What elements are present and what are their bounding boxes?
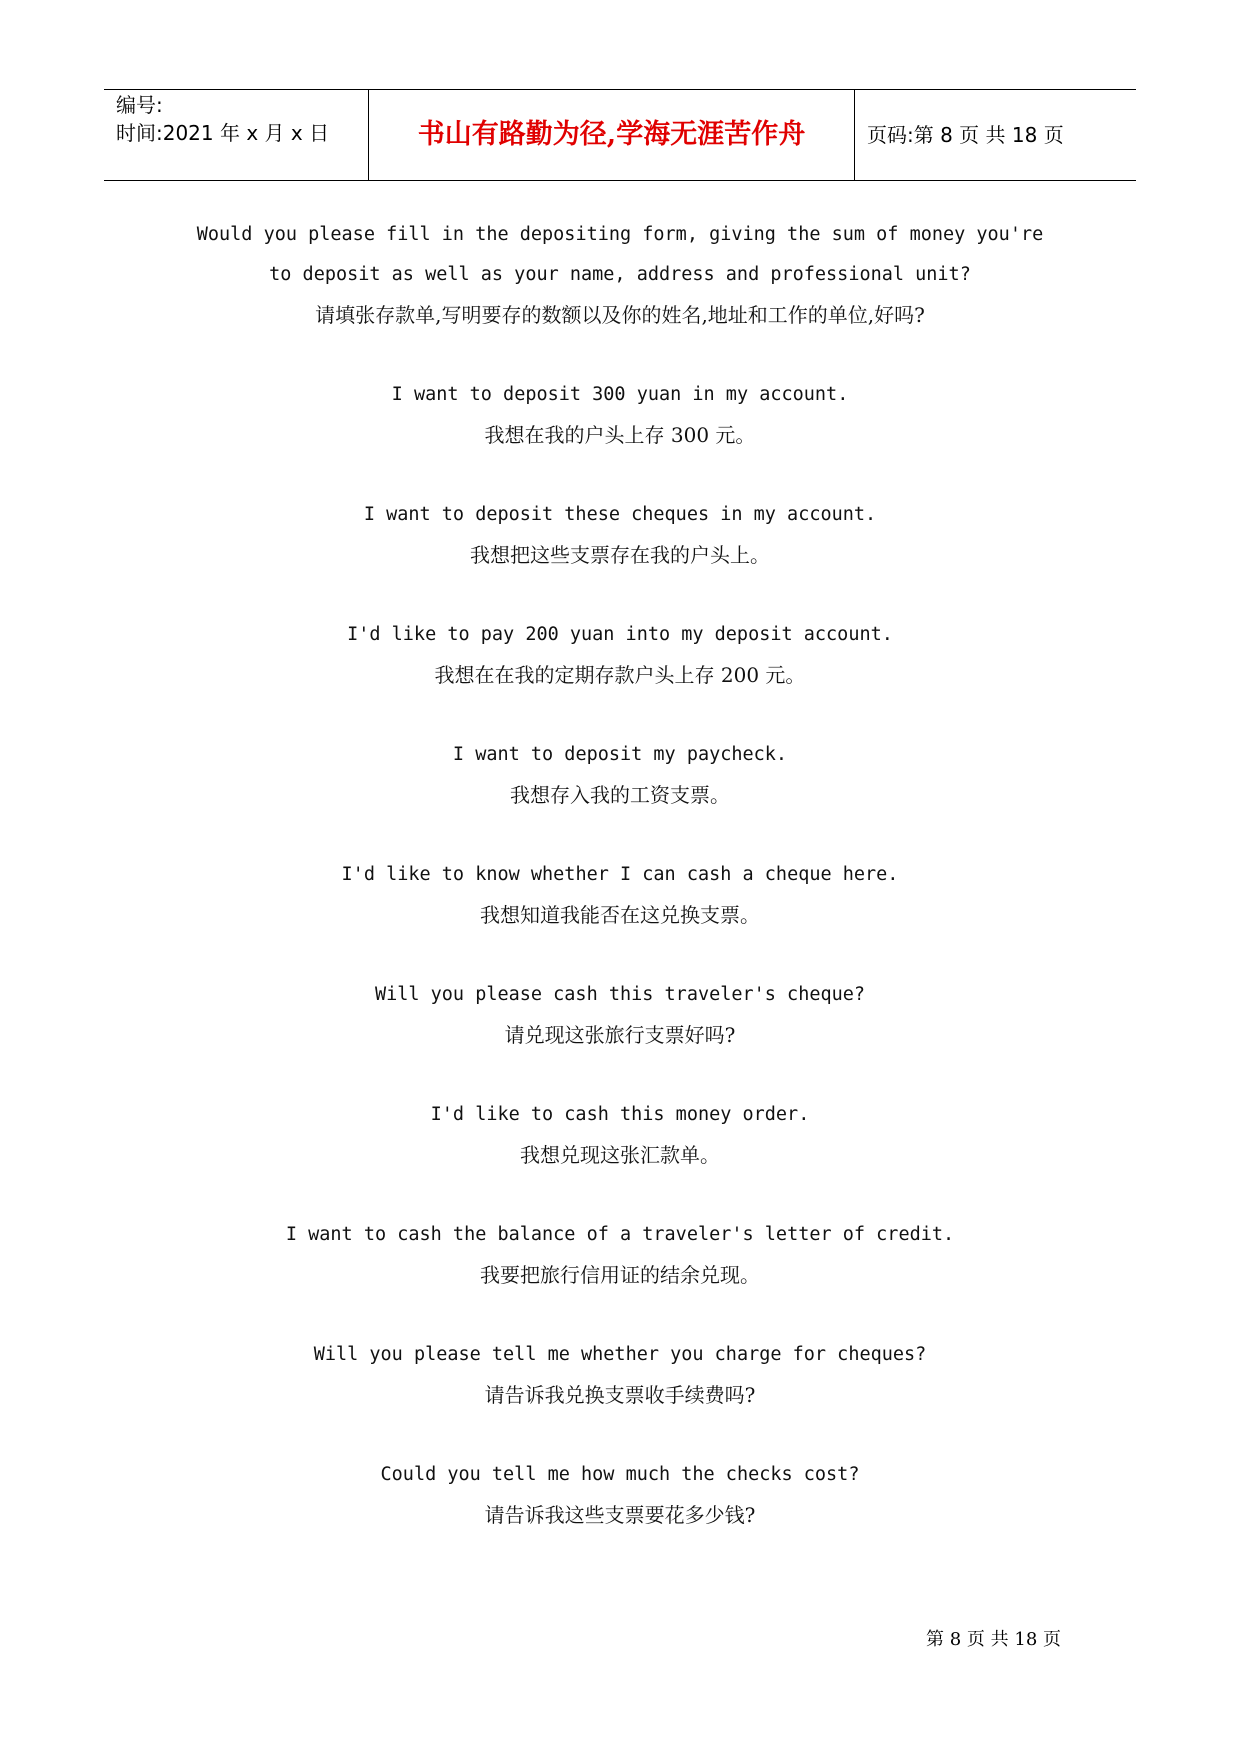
english-sentence: Could you tell me how much the checks cost? [380, 1464, 860, 1485]
english-sentence: I want to deposit 300 yuan in my account. [391, 384, 849, 405]
english-sentence: I'd like to know whether I can cash a cheque here. [341, 864, 899, 885]
header-page-cell [855, 90, 1136, 180]
phrase-item [104, 735, 1136, 815]
document-header [104, 89, 1136, 181]
phrase-item [104, 215, 1136, 335]
chinese-translation: 请兑现这张旅行支票好吗? [504, 1023, 736, 1047]
page-footer: 第 8 页 共 18 页 [926, 1629, 1061, 1650]
phrase-list [104, 215, 1136, 1575]
chinese-translation: 我想存入我的工资支票。 [510, 783, 730, 807]
phrase-item [104, 375, 1136, 455]
chinese-translation: 我想在在我的定期存款户头上存 200 元。 [434, 663, 806, 687]
document-time-label: 时间:2021 年 x 月 x 日 [116, 121, 330, 145]
phrase-item [104, 975, 1136, 1055]
chinese-translation: 请填张存款单,写明要存的数额以及你的姓名,地址和工作的单位,好吗? [315, 303, 925, 327]
chinese-translation: 我想知道我能否在这兑换支票。 [480, 903, 760, 927]
chinese-translation: 我想把这些支票存在我的户头上。 [470, 543, 770, 567]
header-page-code: 页码:第 8 页 共 18 页 [867, 123, 1064, 147]
chinese-translation: 请告诉我这些支票要花多少钱? [484, 1503, 756, 1527]
english-sentence: I'd like to pay 200 yuan into my deposit account. [347, 624, 893, 645]
chinese-translation: 我想在我的户头上存 300 元。 [484, 423, 756, 447]
english-sentence: Will you please tell me whether you charge for cheques? [313, 1344, 927, 1365]
phrase-item [104, 855, 1136, 935]
phrase-item [104, 1455, 1136, 1535]
phrase-item [104, 615, 1136, 695]
phrase-item [104, 1095, 1136, 1175]
phrase-item [104, 495, 1136, 575]
chinese-translation: 我要把旅行信用证的结余兑现。 [480, 1263, 760, 1287]
header-motto: 书山有路勤为径,学海无涯苦作舟 [417, 119, 806, 150]
document-number-label: 编号: [116, 93, 163, 117]
chinese-translation: 我想兑现这张汇款单。 [520, 1143, 720, 1167]
english-sentence: I'd like to cash this money order. [430, 1104, 810, 1125]
header-motto-cell [368, 90, 855, 180]
phrase-item [104, 1215, 1136, 1295]
chinese-translation: 请告诉我兑换支票收手续费吗? [484, 1383, 756, 1407]
english-sentence: Will you please cash this traveler's cheque? [374, 984, 866, 1005]
header-info-cell [104, 90, 368, 180]
english-sentence: I want to deposit these cheques in my account. [363, 504, 877, 525]
phrase-item [104, 1335, 1136, 1415]
english-sentence: Would you please fill in the depositing form, giving the sum of money you're to deposit as well as your name, address and professional unit? [196, 224, 1044, 285]
english-sentence: I want to deposit my paycheck. [452, 744, 788, 765]
english-sentence: I want to cash the balance of a traveler's letter of credit. [285, 1224, 955, 1245]
